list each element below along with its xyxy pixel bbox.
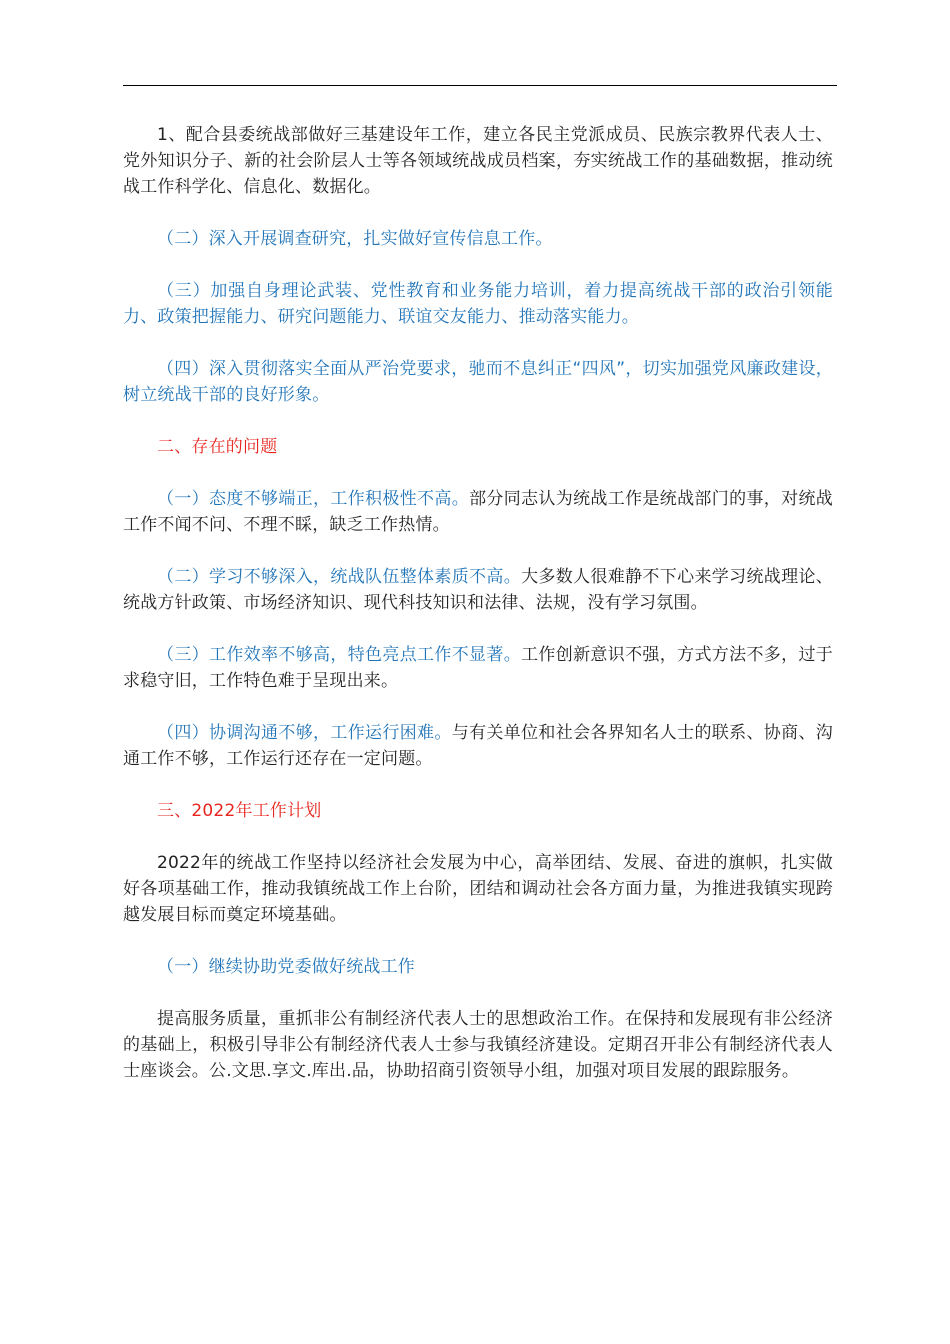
- paragraph-8-text: 工作创新意识不强，方式方法不多，过于求稳守旧，工作特色难于呈现出来。: [123, 645, 833, 691]
- paragraph-9-heading: （四）协调沟通不够，工作运行困难。: [157, 723, 452, 743]
- paragraph-9-text: 与有关单位和社会各界知名人士的联系、协商、沟通工作不够，工作运行还存在一定问题。: [123, 723, 834, 769]
- paragraph-7-heading: （二）学习不够深入，统战队伍整体素质不高。: [157, 567, 522, 587]
- section-heading-problems-text: 二、存在的问题: [157, 437, 278, 457]
- section-heading-plan-text: 三、2022年工作计划: [157, 801, 322, 821]
- paragraph-2-heading: （二）深入开展调查研究，扎实做好宣传信息工作。: [157, 229, 553, 249]
- paragraph-2: [123, 226, 833, 252]
- section-heading-plan: [123, 798, 833, 824]
- paragraph-7: [123, 564, 833, 616]
- paragraph-9: [123, 720, 833, 772]
- paragraph-1: [123, 122, 833, 200]
- paragraph-13-text: 提高服务质量，重抓非公有制经济代表人士的思想政治工作。在保持和发展现有非公经济的基础上，积极引导非公有制经济代表人士参与我镇经济建设。定期召开非公有制经济代表人士座谈会。公.文思.享文.库出.品，协助招商引资领导小组，加强对项目发展的跟踪服务。: [123, 1009, 833, 1081]
- section-heading-problems: [123, 434, 833, 460]
- paragraph-7-text: 大多数人很难静不下心来学习统战理论、统战方针政策、市场经济知识、现代科技知识和法律、法规，没有学习氛围。: [123, 567, 833, 613]
- paragraph-11-text: 2022年的统战工作坚持以经济社会发展为中心，高举团结、发展、奋进的旗帜，扎实做好各项基础工作，推动我镇统战工作上台阶，团结和调动社会各方面力量，为推进我镇实现跨越发展目标而奠定环境基础。: [123, 853, 833, 925]
- paragraph-12-heading: （一）继续协助党委做好统战工作: [157, 957, 415, 977]
- paragraph-8-heading: （三）工作效率不够高，特色亮点工作不显著。: [157, 645, 522, 665]
- document-body: [123, 122, 833, 1110]
- paragraph-6-heading: （一）态度不够端正，工作积极性不高。: [157, 489, 470, 509]
- paragraph-6-text: 部分同志认为统战工作是统战部门的事，对统战工作不闻不问、不理不睬，缺乏工作热情。: [123, 489, 833, 535]
- header-rule: [123, 85, 837, 86]
- paragraph-6: [123, 486, 833, 538]
- paragraph-4-heading: （四）深入贯彻落实全面从严治党要求，驰而不息纠正“四风”，切实加强党风廉政建设，树立统战干部的良好形象。: [123, 359, 833, 405]
- paragraph-12: [123, 954, 833, 980]
- paragraph-8: [123, 642, 833, 694]
- paragraph-13: [123, 1006, 833, 1084]
- paragraph-3: [123, 278, 833, 330]
- paragraph-11: [123, 850, 833, 928]
- paragraph-3-heading: （三）加强自身理论武装、党性教育和业务能力培训，着力提高统战干部的政治引领能力、政策把握能力、研究问题能力、联谊交友能力、推动落实能力。: [123, 281, 833, 327]
- paragraph-4: [123, 356, 833, 408]
- paragraph-1-text: 1、配合县委统战部做好三基建设年工作，建立各民主党派成员、民族宗教界代表人士、党外知识分子、新的社会阶层人士等各领域统战成员档案，夯实统战工作的基础数据，推动统战工作科学化、信息化、数据化。: [123, 125, 833, 197]
